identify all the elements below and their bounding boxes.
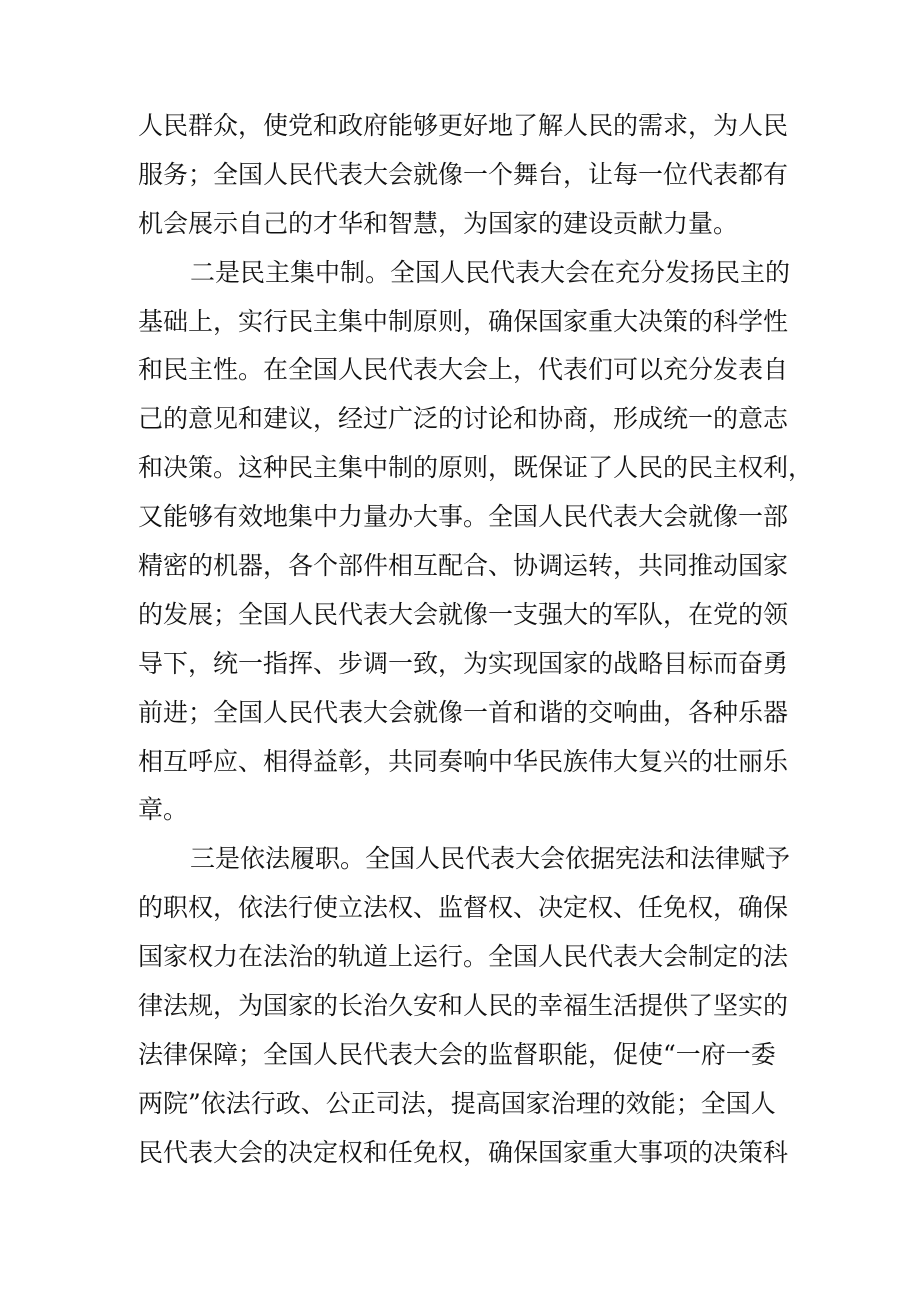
paragraph-2-line-6: 又能够有效地集中力量办大事。全国人民代表大会就像一部	[138, 502, 789, 532]
paragraph-2-line-5: 和决策。这种民主集中制的原则，既保证了人民的民主权利，	[138, 453, 814, 483]
paragraph-3-line-1: 三是依法履职。全国人民代表大会依据宪法和法律赋予	[190, 844, 791, 874]
paragraph-1-line-3: 机会展示自己的才华和智慧，为国家的建设贡献力量。	[138, 208, 739, 238]
paragraph-2-line-8: 的发展；全国人民代表大会就像一支强大的军队，在党的领	[138, 599, 789, 629]
paragraph-3-line-2: 的职权，依法行使立法权、监督权、决定权、任免权，确保	[138, 893, 789, 923]
paragraph-3	[138, 835, 790, 1177]
paragraph-2-line-11: 相互呼应、相得益彰，共同奏响中华民族伟大复兴的壮丽乐	[138, 746, 789, 776]
paragraph-2-line-12: 章。	[138, 795, 189, 825]
paragraph-3-line-4: 律法规，为国家的长治久安和人民的幸福生活提供了坚实的	[138, 991, 789, 1021]
body-text	[138, 102, 814, 1178]
paragraph-2-line-1: 二是民主集中制。全国人民代表大会在充分发扬民主的	[190, 257, 791, 287]
paragraph-3-line-7: 民代表大会的决定权和任免权，确保国家重大事项的决策科	[138, 1137, 789, 1167]
paragraph-1-line-1: 人民群众，使党和政府能够更好地了解人民的需求，为人民	[138, 111, 789, 140]
paragraph-1	[138, 102, 790, 249]
paragraph-2-line-10: 前进；全国人民代表大会就像一首和谐的交响曲，各种乐器	[138, 697, 789, 727]
paragraph-2-line-2: 基础上，实行民主集中制原则，确保国家重大决策的科学性	[138, 306, 789, 336]
paragraph-2-line-7: 精密的机器，各个部件相互配合、协调运转，共同推动国家	[138, 551, 789, 581]
paragraph-2-line-4: 己的意见和建议，经过广泛的讨论和协商，形成统一的意志	[138, 404, 789, 434]
paragraph-2-line-3: 和民主性。在全国人民代表大会上，代表们可以充分发表自	[138, 355, 789, 385]
paragraph-3-line-3: 国家权力在法治的轨道上运行。全国人民代表大会制定的法	[138, 942, 789, 972]
paragraph-2	[138, 249, 814, 836]
paragraph-1-line-2: 服务；全国人民代表大会就像一个舞台，让每一位代表都有	[138, 159, 789, 189]
paragraph-3-line-5: 法律保障；全国人民代表大会的监督职能，促使“一府一委	[138, 1039, 776, 1069]
paragraph-2-line-9: 导下，统一指挥、步调一致，为实现国家的战略目标而奋勇	[138, 648, 789, 678]
paragraph-3-line-6: 两院”依法行政、公正司法，提高国家治理的效能；全国人	[138, 1088, 776, 1118]
